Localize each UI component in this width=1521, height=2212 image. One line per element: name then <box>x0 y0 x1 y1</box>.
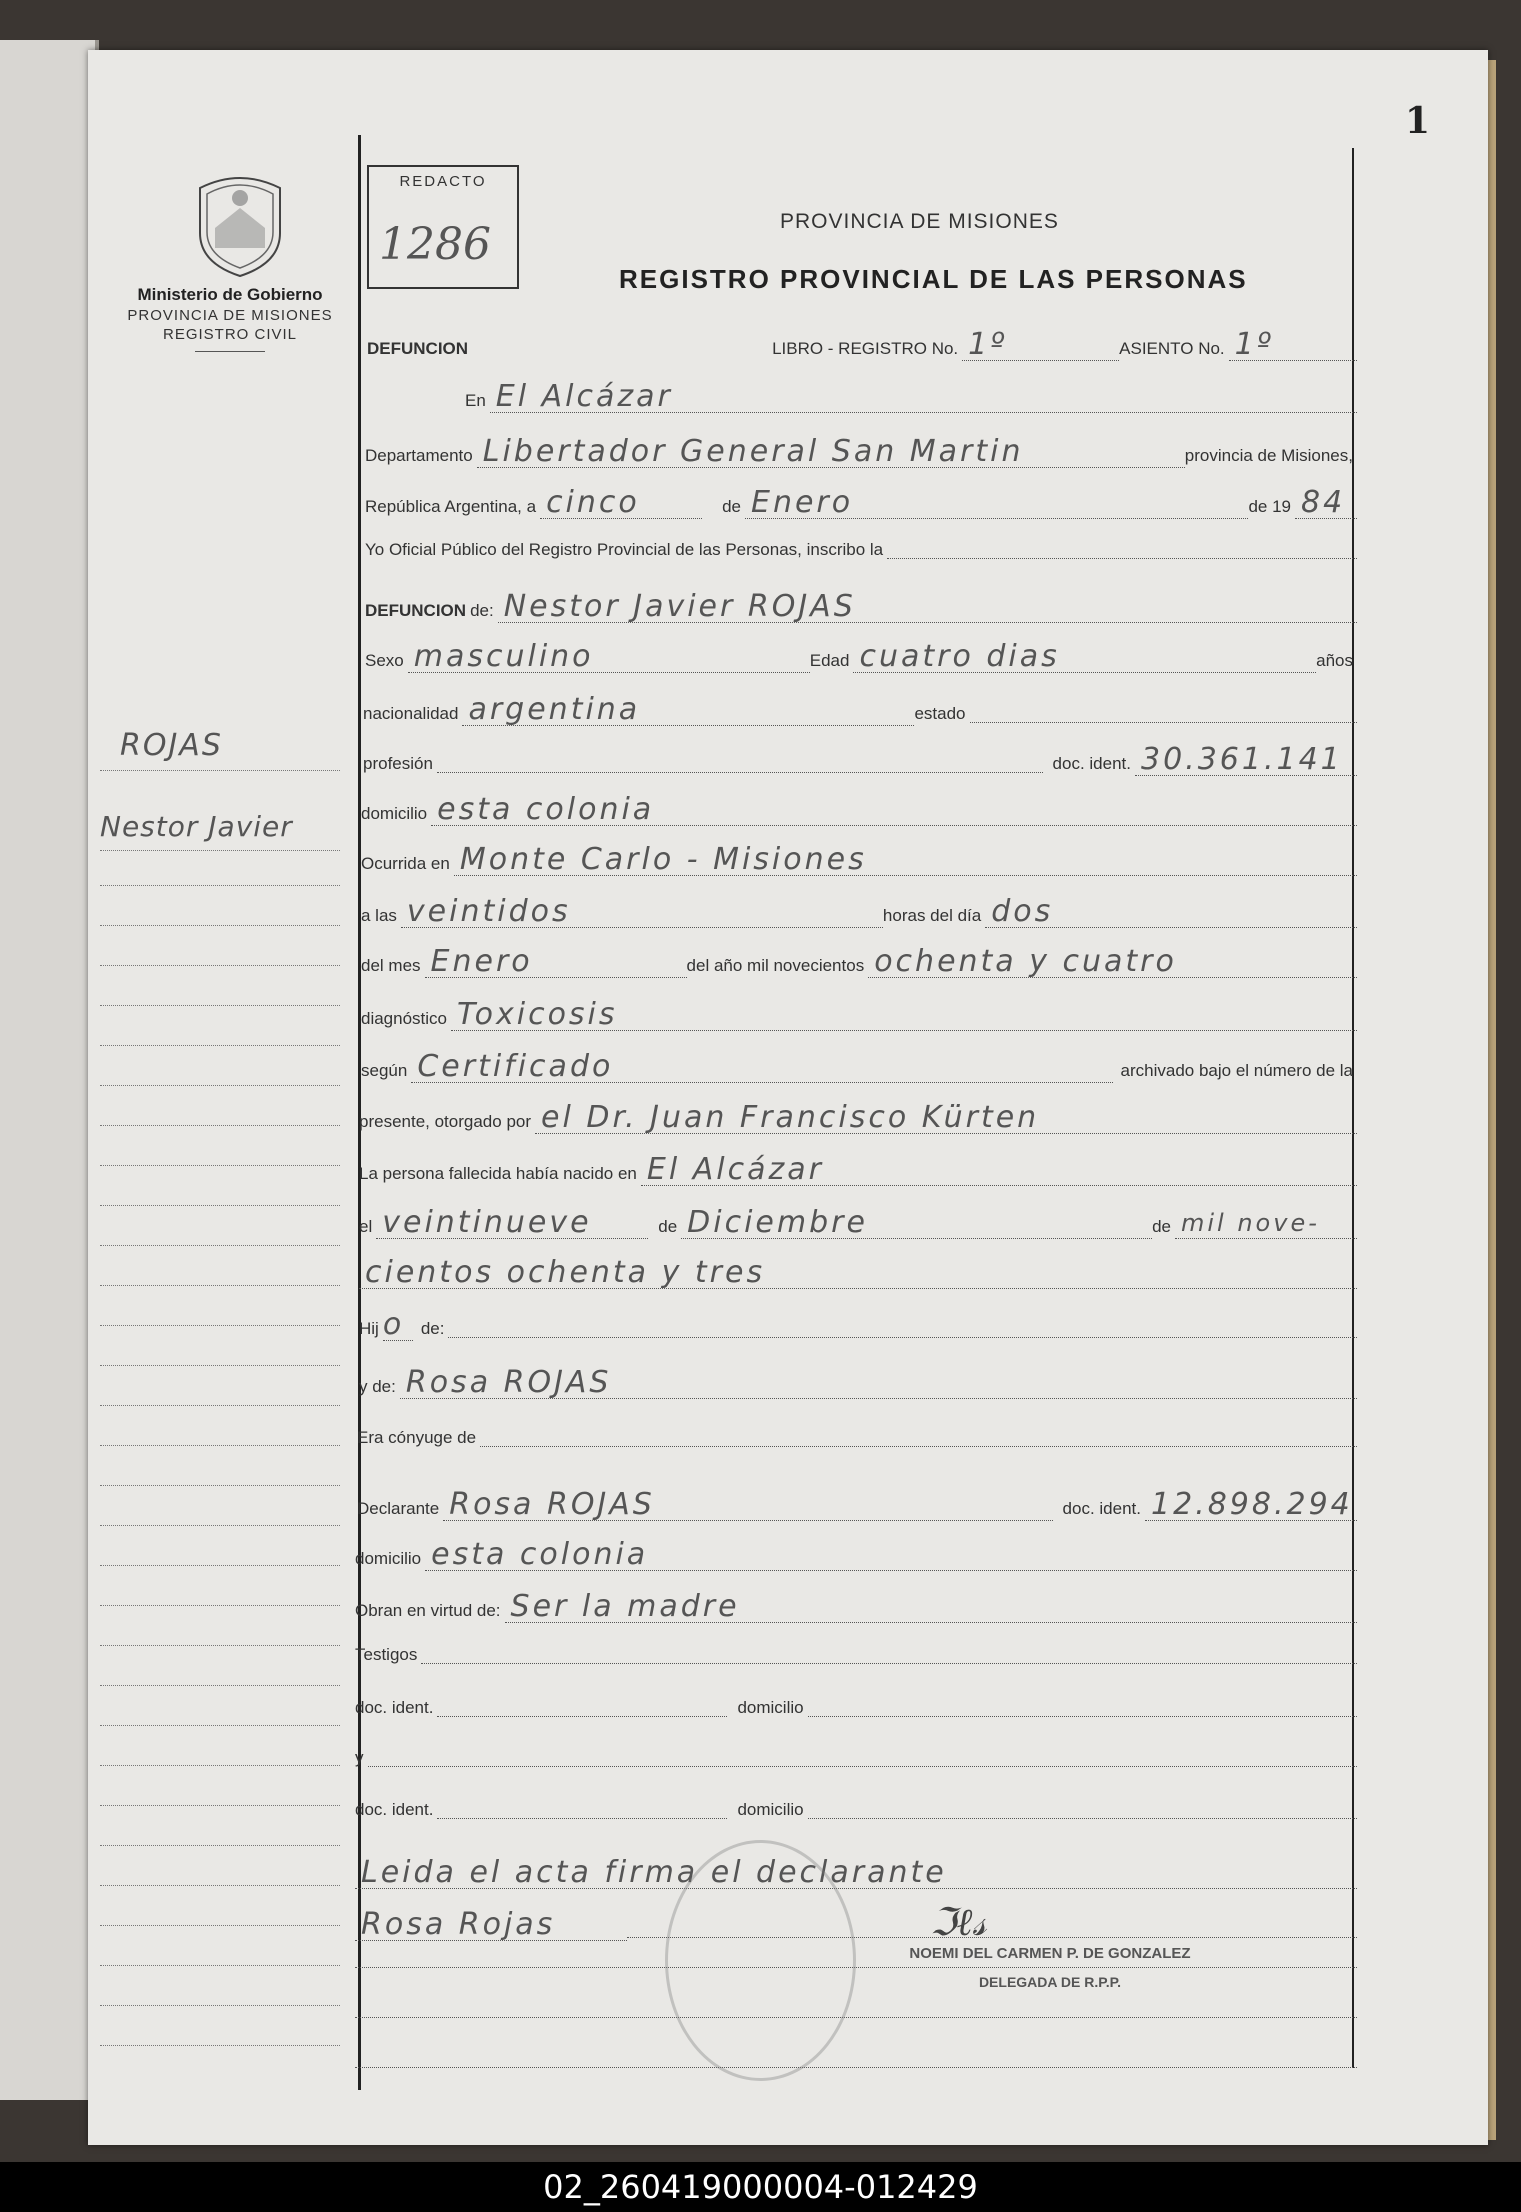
margin-given-name: Nestor Javier <box>100 810 293 843</box>
dia-nacimiento-value: veintinueve <box>376 1208 648 1239</box>
provincia-label: provincia de Misiones, <box>1184 446 1353 465</box>
a-las-label: a las <box>361 906 397 925</box>
ano-nacimiento-value-2: cientos ochenta y tres <box>359 1258 1357 1289</box>
redacto-label: REDACTO <box>399 173 487 190</box>
declarante-label: Declarante <box>357 1499 440 1518</box>
official-name-stamp <box>900 1945 1200 1990</box>
ministry-line2: PROVINCIA DE MISIONES <box>127 307 333 324</box>
de-label-4: de <box>1152 1217 1171 1236</box>
doc-ident-2-value: 12.898.294 <box>1145 1490 1357 1521</box>
domicilio-label: domicilio <box>361 804 428 823</box>
record-type-label: DEFUNCION <box>367 339 469 358</box>
diagnostico-label: diagnóstico <box>361 1009 448 1028</box>
doc-ident-label: doc. ident. <box>1052 754 1131 773</box>
en-label: En <box>465 391 486 410</box>
nacionalidad-value: argentina <box>462 695 914 726</box>
margin-surname: ROJAS <box>120 728 223 763</box>
libro-value: 1º <box>962 330 1119 361</box>
redacto-number: 1286 <box>379 219 491 270</box>
edad-label: Edad <box>809 651 850 670</box>
obran-value: Ser la madre <box>505 1592 1357 1623</box>
horas-label: horas del día <box>882 906 982 925</box>
obran-label: Obran en virtud de: <box>355 1601 501 1620</box>
registry-round-stamp <box>665 1840 856 2081</box>
document-page <box>88 50 1488 2145</box>
ministry-line3: REGISTRO CIVIL <box>162 326 298 343</box>
domicilio-2-label: domicilio <box>355 1549 422 1568</box>
diagnostico-value: Toxicosis <box>451 1000 1357 1031</box>
testigo-1-domicilio-label: domicilio <box>737 1698 804 1717</box>
ano-nacimiento-value-1: mil nove- <box>1175 1208 1357 1239</box>
dia-value: cinco <box>540 488 702 519</box>
estado-label: estado <box>914 704 966 723</box>
lugar-nacimiento-value: El Alcázar <box>641 1155 1357 1186</box>
mes-nacimiento-value: Diciembre <box>681 1208 1152 1239</box>
departamento-value: Libertador General San Martin <box>477 437 1185 468</box>
anos-label: años <box>1316 651 1353 670</box>
testigo-1-doc-label: doc. ident. <box>355 1698 434 1717</box>
hijo-de-label: de: <box>420 1319 445 1338</box>
province-heading: PROVINCIA DE MISIONES <box>780 210 1059 233</box>
deceased-name-value: Nestor Javier ROJAS <box>498 592 1357 623</box>
hijo-label: Hij <box>359 1319 379 1338</box>
ocurrida-value: Monte Carlo - Misiones <box>454 845 1357 876</box>
profesion-label: profesión <box>363 754 433 773</box>
hora-value: veintidos <box>401 897 883 928</box>
oficial-text: Yo Oficial Público del Registro Provincial de las Personas, inscribo la <box>365 540 884 559</box>
conyuge-label: Era cónyuge de <box>357 1428 477 1447</box>
libro-label: LIBRO - REGISTRO No. <box>772 339 959 358</box>
de-label: de <box>722 497 741 516</box>
presente-label: presente, otorgado por <box>359 1112 532 1131</box>
edad-value: cuatro dias <box>853 642 1316 673</box>
official-name: NOEMI DEL CARMEN P. DE GONZALEZ <box>909 1945 1191 1962</box>
doc-ident-value: 30.361.141 <box>1135 745 1357 776</box>
nacido-label: La persona fallecida había nacido en <box>359 1164 637 1183</box>
year-label: de 19 <box>1248 497 1291 516</box>
declarante-signature: Rosa Rojas <box>355 1910 627 1941</box>
year-value: 84 <box>1295 488 1357 519</box>
segun-value: Certificado <box>411 1052 1112 1083</box>
scan-footer-id: 02_260419000004-012429 <box>0 2162 1521 2212</box>
defuncion-label: DEFUNCION <box>365 601 467 620</box>
book-left-page <box>0 40 99 2100</box>
official-signature: ℑℓ𝓈 <box>930 1900 987 1944</box>
testigo-2-domicilio-label: domicilio <box>737 1800 804 1819</box>
madre-value: Rosa ROJAS <box>400 1368 1357 1399</box>
en-value: El Alcázar <box>490 382 1357 413</box>
republica-label: República Argentina, a <box>365 497 537 516</box>
sexo-value: masculino <box>408 642 810 673</box>
archivado-label: archivado bajo el número de la <box>1120 1061 1353 1080</box>
provincial-seal-icon <box>185 168 295 278</box>
el-label: el <box>359 1217 373 1236</box>
mes-value: Enero <box>745 488 1248 519</box>
hijo-value: o <box>383 1310 413 1341</box>
departamento-label: Departamento <box>365 446 473 465</box>
page-number: 1 <box>1405 100 1431 142</box>
registry-heading: REGISTRO PROVINCIAL DE LAS PERSONAS <box>619 264 1248 294</box>
domicilio-value: esta colonia <box>431 795 1357 826</box>
nacionalidad-label: nacionalidad <box>363 704 459 723</box>
official-title: DELEGADA DE R.P.P. <box>978 1974 1122 1990</box>
ocurrida-label: Ocurrida en <box>361 854 450 873</box>
sexo-label: Sexo <box>365 651 404 670</box>
redacto-box <box>367 165 519 289</box>
leida-el-acta-value: Leida el acta firma el declarante <box>355 1858 1357 1889</box>
del-ano-label: del año mil novecientos <box>686 956 865 975</box>
domicilio-2-value: esta colonia <box>425 1540 1357 1571</box>
testigos-label: Testigos <box>355 1645 418 1664</box>
declarante-value: Rosa ROJAS <box>443 1490 1052 1521</box>
medico-value: el Dr. Juan Francisco Kürten <box>535 1103 1357 1134</box>
doc-ident-2-label: doc. ident. <box>1062 1499 1141 1518</box>
del-mes-label: del mes <box>361 956 421 975</box>
asiento-value: 1º <box>1229 330 1357 361</box>
segun-label: según <box>361 1061 408 1080</box>
ministry-heading <box>110 285 350 352</box>
ano-fallecimiento-value: ochenta y cuatro <box>868 947 1357 978</box>
asiento-label: ASIENTO No. <box>1119 339 1225 358</box>
de-label-3: de <box>658 1217 678 1236</box>
ministry-line1: Ministerio de Gobierno <box>137 285 323 304</box>
y-label: y <box>355 1748 364 1767</box>
y-de-label: y de: <box>359 1377 396 1396</box>
dia-fallecimiento-value: dos <box>985 897 1357 928</box>
testigo-2-doc-label: doc. ident. <box>355 1800 434 1819</box>
mes-fallecimiento-value: Enero <box>425 947 687 978</box>
defuncion-de-label: de: <box>470 601 494 620</box>
